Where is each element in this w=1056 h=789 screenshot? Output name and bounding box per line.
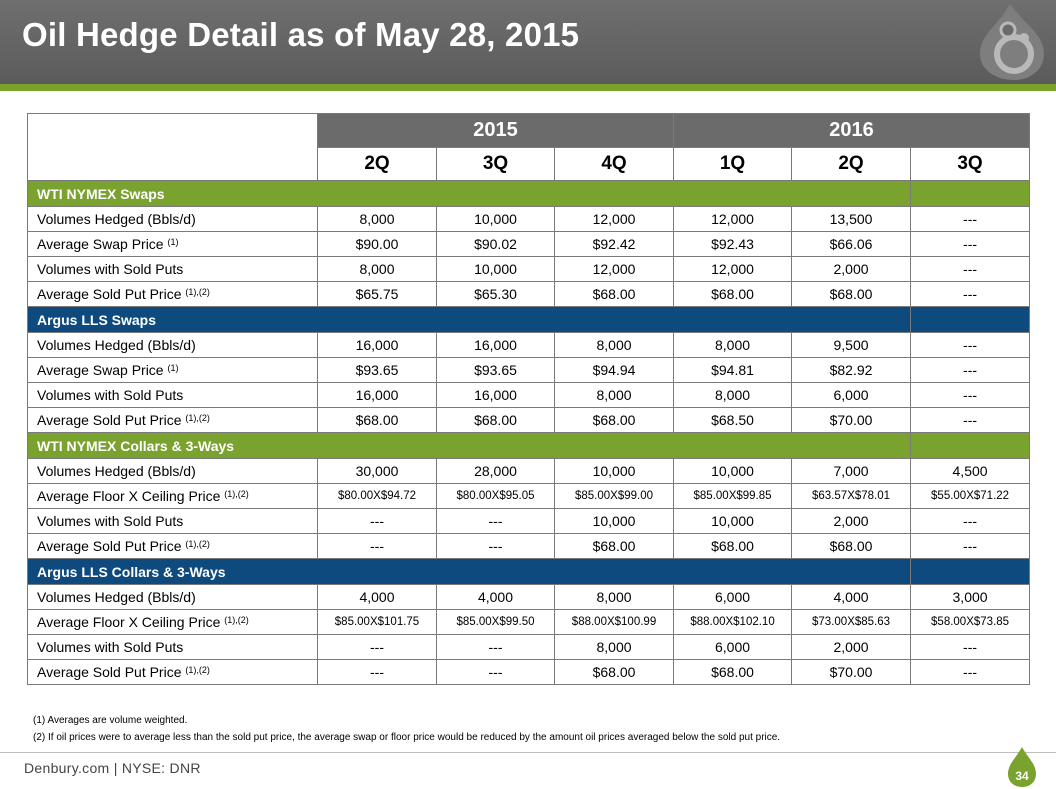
value-cell: $68.00 [555, 282, 674, 307]
section-title: WTI NYMEX Collars & 3-Ways [28, 433, 911, 459]
value-cell: 4,000 [792, 585, 911, 610]
value-cell: $80.00X$94.72 [318, 484, 437, 509]
row-label [28, 534, 318, 559]
row-label [28, 408, 318, 433]
value-cell: $68.00 [318, 408, 437, 433]
value-cell: $94.81 [674, 358, 792, 383]
table-row [28, 660, 1030, 685]
value-cell: $92.43 [674, 232, 792, 257]
row-label [28, 660, 318, 685]
value-cell: 6,000 [792, 383, 911, 408]
row-label-text: Volumes with Sold Puts [37, 639, 184, 655]
value-cell: 8,000 [555, 585, 674, 610]
row-label [28, 610, 318, 635]
value-cell: 30,000 [318, 459, 437, 484]
row-label-text: Average Swap Price [37, 362, 164, 378]
section-header-fill [911, 559, 1030, 585]
row-label [28, 232, 318, 257]
table-row [28, 408, 1030, 433]
value-cell: --- [437, 534, 555, 559]
value-cell: 16,000 [318, 383, 437, 408]
row-label [28, 257, 318, 282]
footer-divider [0, 752, 1056, 753]
value-cell: $93.65 [318, 358, 437, 383]
value-cell: 13,500 [792, 207, 911, 232]
section-header-fill [911, 433, 1030, 459]
value-cell: 8,000 [318, 257, 437, 282]
value-cell: 10,000 [555, 459, 674, 484]
row-label-text: Volumes with Sold Puts [37, 513, 184, 529]
value-cell: $65.30 [437, 282, 555, 307]
footnote-ref: (1),(2) [185, 413, 210, 423]
value-cell: $90.00 [318, 232, 437, 257]
value-cell: 10,000 [437, 257, 555, 282]
value-cell: $68.00 [674, 660, 792, 685]
value-cell: $68.00 [792, 534, 911, 559]
value-cell: --- [911, 282, 1030, 307]
section-header-row [28, 559, 1030, 585]
section-title: WTI NYMEX Swaps [28, 181, 911, 207]
footnote-ref: (1),(2) [185, 539, 210, 549]
value-cell: 2,000 [792, 509, 911, 534]
value-cell: 16,000 [437, 383, 555, 408]
value-cell: $58.00X$73.85 [911, 610, 1030, 635]
value-cell: --- [911, 660, 1030, 685]
value-cell: 6,000 [674, 585, 792, 610]
row-label [28, 333, 318, 358]
value-cell: $70.00 [792, 408, 911, 433]
value-cell: $88.00X$100.99 [555, 610, 674, 635]
value-cell: --- [911, 635, 1030, 660]
footnote-ref: (1),(2) [185, 287, 210, 297]
row-label [28, 635, 318, 660]
value-cell: 8,000 [674, 383, 792, 408]
row-label-text: Volumes Hedged (Bbls/d) [37, 211, 196, 227]
value-cell: --- [911, 509, 1030, 534]
section-title: Argus LLS Swaps [28, 307, 911, 333]
value-cell: $68.00 [437, 408, 555, 433]
value-cell: --- [437, 660, 555, 685]
section-header-fill [911, 307, 1030, 333]
row-label [28, 509, 318, 534]
value-cell: 16,000 [318, 333, 437, 358]
value-cell: $94.94 [555, 358, 674, 383]
footnote-ref: (1) [167, 363, 179, 373]
value-cell: $88.00X$102.10 [674, 610, 792, 635]
value-cell: $55.00X$71.22 [911, 484, 1030, 509]
row-label-text: Average Sold Put Price [37, 664, 182, 680]
value-cell: 16,000 [437, 333, 555, 358]
year-header: 2016 [674, 114, 1030, 148]
value-cell: $68.50 [674, 408, 792, 433]
value-cell: 4,000 [318, 585, 437, 610]
value-cell: $68.00 [555, 660, 674, 685]
table-row [28, 610, 1030, 635]
value-cell: 10,000 [674, 509, 792, 534]
row-label-text: Average Sold Put Price [37, 538, 182, 554]
footnote: (2) If oil prices were to average less than the sold put price, the average swap or floor price would be reduced by the amount oil prices averaged below the sold put price. [33, 732, 781, 743]
value-cell: --- [911, 383, 1030, 408]
value-cell: $85.00X$101.75 [318, 610, 437, 635]
row-label [28, 459, 318, 484]
value-cell: 12,000 [555, 257, 674, 282]
value-cell: $68.00 [674, 282, 792, 307]
value-cell: $68.00 [674, 534, 792, 559]
quarter-header: 2Q [792, 148, 911, 181]
table-row [28, 585, 1030, 610]
value-cell: 9,500 [792, 333, 911, 358]
oil-hedge-table [27, 113, 1030, 685]
value-cell: 12,000 [674, 207, 792, 232]
value-cell: $63.57X$78.01 [792, 484, 911, 509]
table-row [28, 509, 1030, 534]
row-label-text: Volumes with Sold Puts [37, 261, 184, 277]
value-cell: 12,000 [674, 257, 792, 282]
page-number: 34 [1015, 769, 1029, 783]
value-cell: --- [318, 534, 437, 559]
section-header-row [28, 307, 1030, 333]
value-cell: $66.06 [792, 232, 911, 257]
value-cell: $68.00 [555, 408, 674, 433]
value-cell: --- [437, 635, 555, 660]
value-cell: 8,000 [674, 333, 792, 358]
footnote: (1) Averages are volume weighted. [33, 715, 188, 726]
row-label-text: Volumes Hedged (Bbls/d) [37, 463, 196, 479]
value-cell: $80.00X$95.05 [437, 484, 555, 509]
value-cell: 8,000 [555, 383, 674, 408]
value-cell: 12,000 [555, 207, 674, 232]
row-label [28, 484, 318, 509]
quarter-header: 2Q [318, 148, 437, 181]
value-cell: $73.00X$85.63 [792, 610, 911, 635]
page-title: Oil Hedge Detail as of May 28, 2015 [22, 16, 580, 53]
row-label-text: Volumes Hedged (Bbls/d) [37, 589, 196, 605]
value-cell: 4,000 [437, 585, 555, 610]
section-header-row [28, 181, 1030, 207]
table-row [28, 635, 1030, 660]
table-row [28, 257, 1030, 282]
quarter-header: 1Q [674, 148, 792, 181]
header-accent-line [0, 84, 1056, 91]
value-cell: $85.00X$99.00 [555, 484, 674, 509]
value-cell: $85.00X$99.85 [674, 484, 792, 509]
corner-cell [28, 114, 318, 181]
row-label-text: Volumes Hedged (Bbls/d) [37, 337, 196, 353]
value-cell: 2,000 [792, 635, 911, 660]
footnote-ref: (1) [167, 237, 179, 247]
value-cell: 8,000 [555, 635, 674, 660]
row-label [28, 358, 318, 383]
row-label [28, 282, 318, 307]
year-header: 2015 [318, 114, 674, 148]
denbury-drop-logo-icon [964, 2, 1056, 82]
value-cell: 10,000 [437, 207, 555, 232]
value-cell: $93.65 [437, 358, 555, 383]
row-label-text: Volumes with Sold Puts [37, 387, 184, 403]
value-cell: 10,000 [674, 459, 792, 484]
value-cell: --- [318, 509, 437, 534]
table-row [28, 358, 1030, 383]
page-number-drop-icon [1006, 746, 1038, 788]
value-cell: $65.75 [318, 282, 437, 307]
row-label-text: Average Floor X Ceiling Price [37, 488, 221, 504]
table-row [28, 383, 1030, 408]
value-cell: $90.02 [437, 232, 555, 257]
quarter-header: 3Q [911, 148, 1030, 181]
value-cell: --- [911, 333, 1030, 358]
table-row [28, 333, 1030, 358]
quarter-header: 4Q [555, 148, 674, 181]
quarter-header: 3Q [437, 148, 555, 181]
value-cell: --- [911, 534, 1030, 559]
row-label-text: Average Floor X Ceiling Price [37, 614, 221, 630]
value-cell: $82.92 [792, 358, 911, 383]
row-label [28, 585, 318, 610]
value-cell: --- [911, 408, 1030, 433]
value-cell: 28,000 [437, 459, 555, 484]
table-row [28, 282, 1030, 307]
value-cell: 3,000 [911, 585, 1030, 610]
section-title: Argus LLS Collars & 3-Ways [28, 559, 911, 585]
footer-brand: Denbury.com | NYSE: DNR [24, 760, 201, 776]
table-row [28, 207, 1030, 232]
row-label-text: Average Sold Put Price [37, 412, 182, 428]
value-cell: 10,000 [555, 509, 674, 534]
value-cell: 2,000 [792, 257, 911, 282]
footnote-ref: (1),(2) [185, 665, 210, 675]
row-label [28, 383, 318, 408]
section-header-fill [911, 181, 1030, 207]
value-cell: $68.00 [555, 534, 674, 559]
value-cell: --- [911, 232, 1030, 257]
value-cell: --- [318, 635, 437, 660]
row-label [28, 207, 318, 232]
value-cell: 8,000 [318, 207, 437, 232]
value-cell: $70.00 [792, 660, 911, 685]
value-cell: 4,500 [911, 459, 1030, 484]
footnote-ref: (1),(2) [224, 489, 249, 499]
value-cell: 8,000 [555, 333, 674, 358]
value-cell: 6,000 [674, 635, 792, 660]
value-cell: 7,000 [792, 459, 911, 484]
value-cell: $92.42 [555, 232, 674, 257]
value-cell: --- [911, 358, 1030, 383]
value-cell: --- [318, 660, 437, 685]
section-header-row [28, 433, 1030, 459]
row-label-text: Average Sold Put Price [37, 286, 182, 302]
table-row [28, 484, 1030, 509]
value-cell: --- [911, 257, 1030, 282]
table-row [28, 534, 1030, 559]
row-label-text: Average Swap Price [37, 236, 164, 252]
table-row [28, 232, 1030, 257]
value-cell: --- [911, 207, 1030, 232]
table-row [28, 459, 1030, 484]
value-cell: $85.00X$99.50 [437, 610, 555, 635]
value-cell: --- [437, 509, 555, 534]
footnote-ref: (1),(2) [224, 615, 249, 625]
value-cell: $68.00 [792, 282, 911, 307]
